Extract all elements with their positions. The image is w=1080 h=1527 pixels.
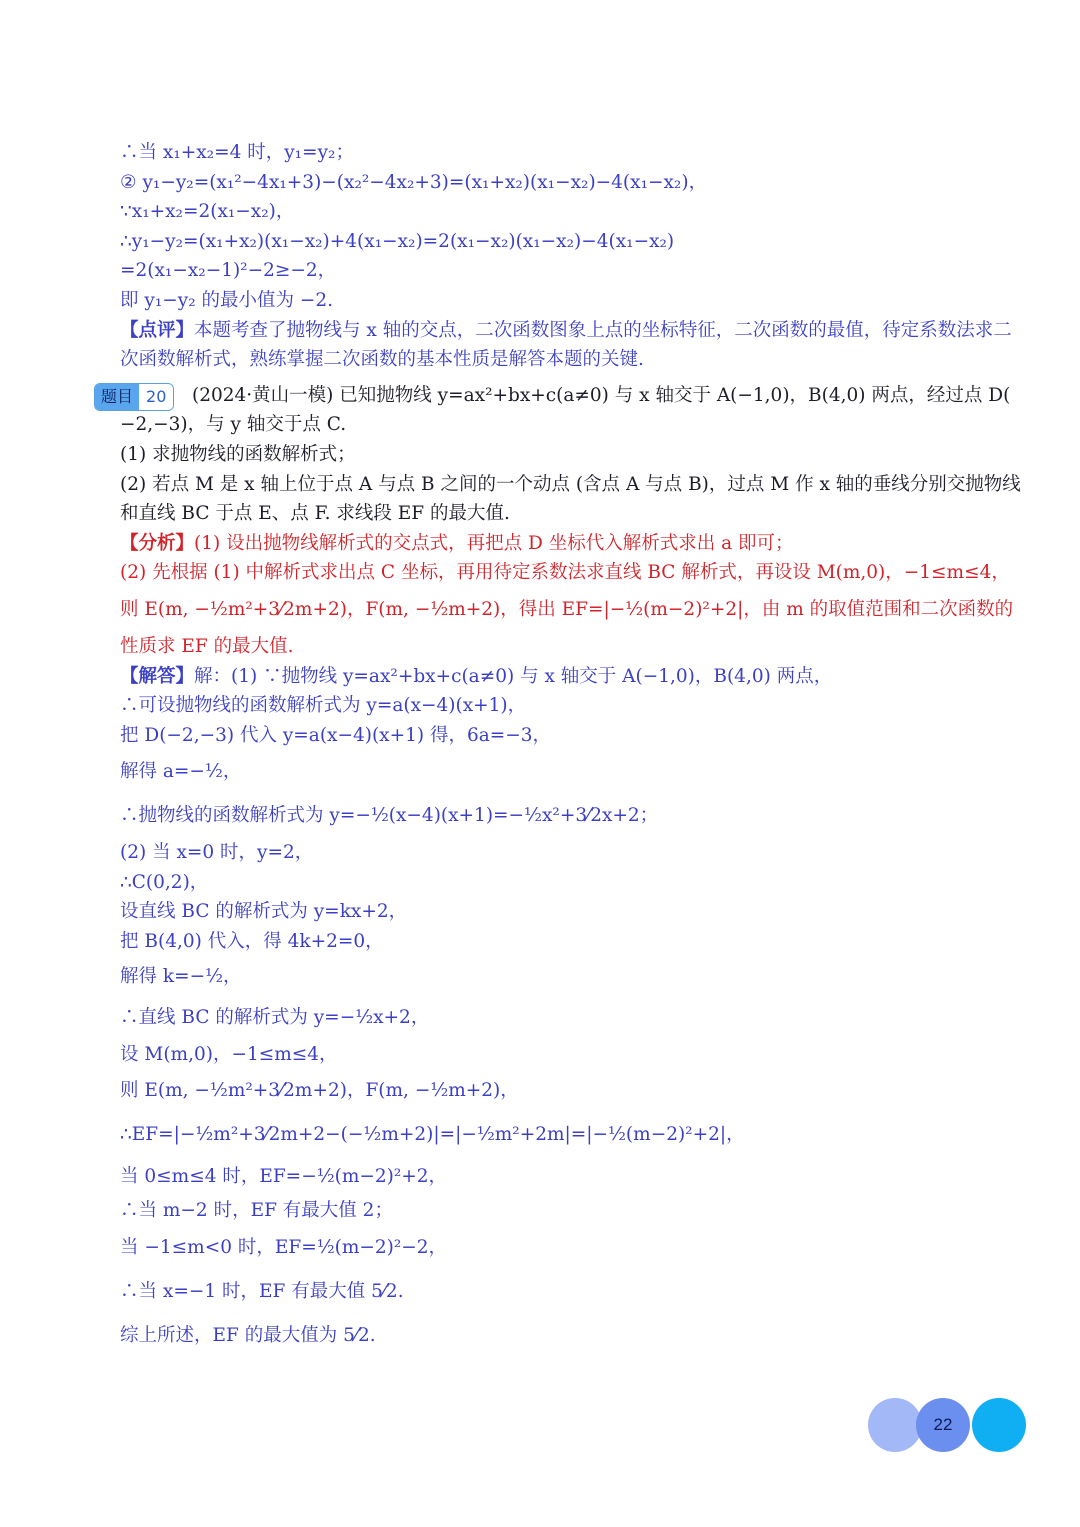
- prev-line: ∴当 x₁+x₂=4 时，y₁=y₂；: [120, 142, 354, 163]
- solution-line: ∴C(0,2)，: [120, 871, 209, 893]
- solution-line: 设 M(m,0)，−1≤m≤4，: [120, 1043, 338, 1065]
- page-number: 22: [916, 1398, 970, 1452]
- solution-line: ∴抛物线的函数解析式为 y=−½(x−4)(x+1)=−½x²+3⁄2x+2；: [120, 805, 659, 827]
- question-part-2: 和直线 BC 于点 E、点 F. 求线段 EF 的最大值.: [120, 503, 510, 525]
- prev-line: 即 y₁−y₂ 的最小值为 −2.: [120, 289, 334, 311]
- solution-line: 把 B(4,0) 代入，得 4k+2=0，: [120, 931, 384, 953]
- comment-text: 本题考查了抛物线与 x 轴的交点，二次函数图象上点的坐标特征，二次函数的最值，待定系数法求二: [194, 319, 1012, 341]
- analysis-tag: 【分析】: [120, 532, 195, 554]
- question-badge-number: 20: [139, 384, 173, 410]
- solution-line: ∴当 m−2 时，EF 有最大值 2；: [120, 1200, 393, 1222]
- page-number-badge: [868, 1398, 1028, 1452]
- analysis-line: 性质求 EF 的最大值.: [120, 635, 294, 657]
- prev-line: ∵x₁+x₂=2(x₁−x₂)，: [120, 201, 295, 223]
- prev-solution: [120, 138, 1012, 375]
- question-line: −2,−3)，与 y 轴交于点 C.: [120, 414, 347, 436]
- solution: [120, 662, 1000, 1358]
- prev-line: ② y₁−y₂=(x₁²−4x₁+3)−(x₂²−4x₂+3)=(x₁+x₂)(x₁−x₂)−4(x₁−x₂)，: [120, 171, 708, 193]
- solution-line: 设直线 BC 的解析式为 y=kx+2，: [120, 901, 408, 923]
- question-line: (2024·黄山一模) 已知抛物线 y=ax²+bx+c(a≠0) 与 x 轴交于 A(−1,0)，B(4,0) 两点，经过点 D(: [192, 384, 1011, 406]
- question-badge: [94, 383, 174, 411]
- solution-line: 解得 a=−½，: [120, 761, 242, 783]
- solution-line: ∴可设抛物线的函数解析式为 y=a(x−4)(x+1)，: [120, 695, 527, 717]
- analysis-text: (1) 设出抛物线解析式的交点式，再把点 D 坐标代入解析式求出 a 即可；: [194, 532, 794, 554]
- comment-line: 次函数解析式，熟练掌握二次函数的基本性质是解答本题的关键.: [120, 349, 644, 371]
- solution-line: ∴直线 BC 的解析式为 y=−½x+2，: [120, 1006, 430, 1028]
- analysis-line: [120, 529, 1000, 559]
- solution-line: ∴当 x=−1 时，EF 有最大值 5⁄2.: [120, 1280, 404, 1302]
- solution-line: 综上所述，EF 的最大值为 5⁄2.: [120, 1324, 376, 1346]
- solution-line: 则 E(m, −½m²+3⁄2m+2)，F(m, −½m+2)，: [120, 1080, 519, 1102]
- solution-line: 当 −1≤m<0 时，EF=½(m−2)²−2，: [120, 1236, 448, 1258]
- solution-text: 解：(1) ∵抛物线 y=ax²+bx+c(a≠0) 与 x 轴交于 A(−1,0)，B(4,0) 两点，: [194, 665, 833, 687]
- analysis-line: (2) 先根据 (1) 中解析式求出点 C 坐标，再用待定系数法求直线 BC 解析式，再设设 M(m,0)，−1≤m≤4，: [120, 562, 1010, 584]
- solution-line: 解得 k=−½，: [120, 965, 242, 987]
- solution-tag: 【解答】: [120, 665, 195, 687]
- solution-line: 把 D(−2,−3) 代入 y=a(x−4)(x+1) 得，6a=−3，: [120, 724, 552, 746]
- page-dot-left: [868, 1398, 922, 1452]
- solution-line: (2) 当 x=0 时，y=2，: [120, 842, 314, 864]
- question-badge-label: 题目: [95, 384, 139, 410]
- comment-tag: 【点评】: [120, 319, 195, 341]
- page-dot-right: [972, 1398, 1026, 1452]
- page-content: [101, 138, 1021, 1358]
- solution-line: [120, 662, 1000, 692]
- solution-line: 当 0≤m≤4 时，EF=−½(m−2)²+2，: [120, 1166, 448, 1188]
- prev-line: =2(x₁−x₂−1)²−2≥−2，: [120, 260, 337, 282]
- question-part-1: (1) 求抛物线的函数解析式；: [120, 443, 356, 465]
- prev-line: ∴y₁−y₂=(x₁+x₂)(x₁−x₂)+4(x₁−x₂)=2(x₁−x₂)(x₁−x₂)−4(x₁−x₂): [120, 230, 675, 252]
- analysis: [120, 529, 1014, 662]
- comment-line: [120, 316, 1012, 346]
- question-20: [101, 381, 1021, 529]
- question-part-2: (2) 若点 M 是 x 轴上位于点 A 与点 B 之间的一个动点 (含点 A 与点 B)，过点 M 作 x 轴的垂线分别交抛物线: [120, 473, 1021, 495]
- analysis-line: 则 E(m, −½m²+3⁄2m+2)，F(m, −½m+2)，得出 EF=|−½(m−2)²+2|，由 m 的取值范围和二次函数的: [120, 598, 1014, 620]
- solution-line: ∴EF=|−½m²+3⁄2m+2−(−½m+2)|=|−½m²+2m|=|−½(m−2)²+2|，: [120, 1124, 745, 1146]
